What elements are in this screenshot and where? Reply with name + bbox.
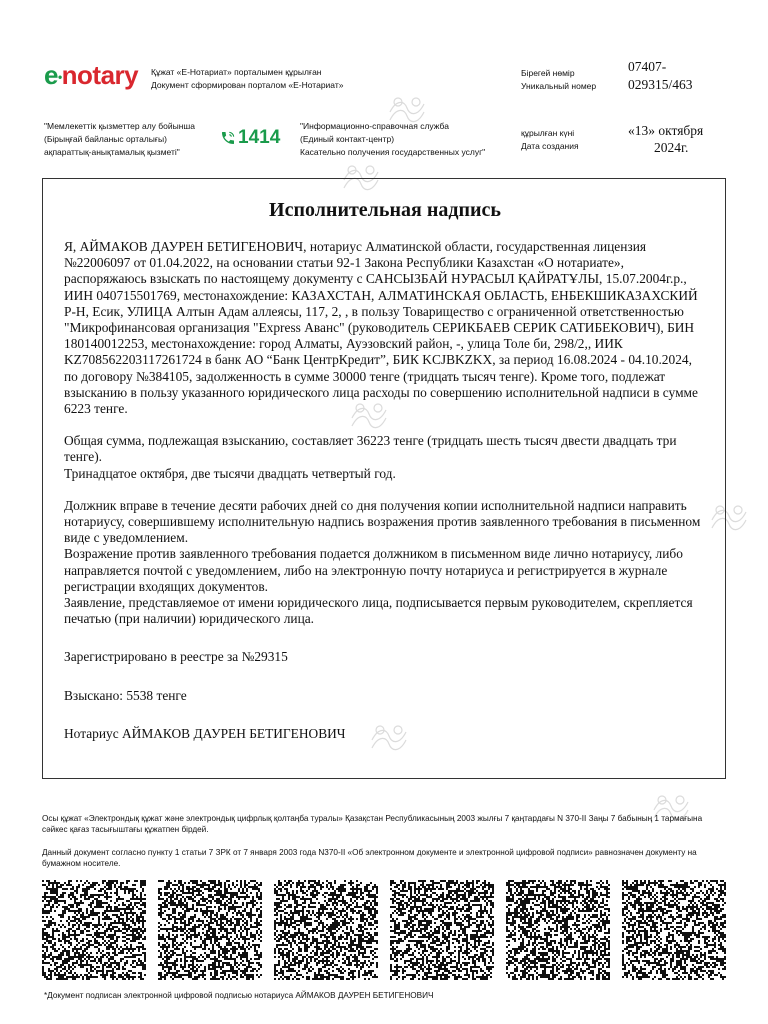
unique-number-value: 07407- 029315/463 [628, 59, 693, 92]
registry-number: Зарегистрировано в реестре за №29315 [64, 649, 288, 665]
notary-signature-line: Нотариус АЙМАКОВ ДАУРЕН БЕТИГЕНОВИЧ [64, 725, 346, 741]
legal-notice-kz: Осы құжат «Электрондық құжат және электрондық цифрлық қолтаңба туралы» Қазақстан Республикасының 2003 жылғы 7 қаңтардағы N 370-II Заңы 7 бабының 1 тармағына сәйкес қағаз тасығыштағы құжатпен бірдей. [42, 814, 703, 834]
barcode-2d-icon [42, 880, 146, 980]
debtor-rights-paragraph: Должник вправе в течение десяти рабочих дней со дня получения копии исполнительной надписи направить нотариусу, совершившему исполнительную надпись возражения против заявленного требования в письменном виде с уведомлением. [64, 497, 701, 546]
barcode-2d-icon [506, 880, 610, 980]
creation-date-label-kz: құрылған күні [521, 128, 575, 138]
legal-notice [42, 813, 726, 881]
barcode-2d-icon [158, 880, 262, 980]
signature-footnote: *Документ подписан электронной цифровой подписью нотариуса АЙМАКОВ ДАУРЕН БЕТИГЕНОВИЧ [44, 991, 434, 1000]
gov-services-caption: "Мемлекеттік қызметтер алу бойынша (Бірыңғай байланыс орталығы) ақпараттық-анықтамалық қызметі" [44, 121, 195, 157]
total-amount-paragraph: Общая сумма, подлежащая взысканию, составляет 36223 тенге (тридцать шесть тысяч двести двадцать три тенге). [64, 433, 677, 465]
legal-notice-ru: Данный документ согласно пункту 1 статьи 7 ЗРК от 7 января 2003 года N370-II «Об электронном документе и электронной цифровой подписи» равнозначен документу на бумажном носителе. [42, 848, 697, 868]
barcode-strip [42, 880, 726, 980]
creation-date-value: «13» октября 2024г. [628, 123, 704, 155]
creation-date-label-ru: Дата создания [521, 141, 579, 151]
executive-inscription-box [42, 178, 726, 779]
inscription-main-paragraph: Я, АЙМАКОВ ДАУРЕН БЕТИГЕНОВИЧ, нотариус Алматинской области, государственная лицензия №22006097 от 01.04.2022, на основании статьи 92-1 Закона Республики Казахстан «О нотариате», распоряжаюсь взыскать по настоящему документу с САНСЫЗБАЙ НУРАСЫЛ ҚАЙРАТҰЛЫ, 15.07.2004г.р., ИИН 040715501769, местонахождение: КАЗАХСТАН, АЛМАТИНСКАЯ ОБЛАСТЬ, ЕНБЕКШИКАЗАХСКИЙ Р-Н, Есик, УЛИЦА Алтын Адам аллеясы, 117, 2, , в пользу Товарищество с ограниченной ответственностью "Микрофинансовая организация "Express Аванс" (руководитель СЕРИКБАЕВ СЕРИК САТИБЕКОВИЧ), БИН 180140012253, местонахождение: город Алматы, Ауэзовский район, -, улица Толе би, 298/2,, ИИК KZ708562203117261724 в банк АО “Банк ЦентрКредит”, БИК KCJBKZKX, за период 16.08.2024 - 04.10.2024, по договору №384105, задолженность в сумме 30000 тенге (тридцать тысяч тенге). Кроме того, подлежат взысканию в пользу указанного юридического лица расходы по совершению исполнительной надписи в сумме 6223 тенге. [64, 239, 698, 417]
unique-number-label-ru: Уникальный номер [521, 81, 597, 91]
barcode-2d-icon [390, 880, 494, 980]
portal-caption-kz: Құжат «Е-Нотариат» порталымен құрылған [151, 67, 322, 77]
portal-caption-ru: Документ сформирован порталом «Е-Нотариат» [151, 80, 344, 90]
phone-icon [220, 130, 236, 146]
collected-amount: Взыскано: 5538 тенге [64, 687, 187, 703]
creation-date-labels [521, 127, 579, 153]
contact-center-phone [220, 127, 280, 149]
document-body [64, 239, 704, 742]
objection-paragraph: Возражение против заявленного требования подается должником в письменном виде лично нотариусу, либо направляется почтой с уведомлением, либо на электронную почту нотариуса и регистрируется в журнале регистрации входящих документов. [64, 546, 683, 594]
info-service-caption: "Информационно-справочная служба (Единый контакт-центр) Касательно получения государственных услуг" [300, 121, 486, 157]
unique-number-labels [521, 67, 596, 93]
barcode-2d-icon [274, 880, 378, 980]
legal-entity-paragraph: Заявление, представляемое от имени юридического лица, подписывается первым руководителем, скрепляется печатью (при наличии) юридического лица. [64, 595, 693, 627]
barcode-2d-icon [622, 880, 726, 980]
portal-caption [151, 66, 343, 92]
unique-number-label-kz: Бірегей нөмір [521, 68, 575, 78]
phone-number: 1414 [238, 127, 281, 148]
document-title: Исполнительная надпись [269, 199, 501, 221]
date-in-words: Тринадцатое октября, две тысячи двадцать четвертый год. [64, 465, 396, 481]
enotary-logo: e•notary [44, 60, 139, 90]
ornament-watermark-icon [386, 92, 428, 130]
